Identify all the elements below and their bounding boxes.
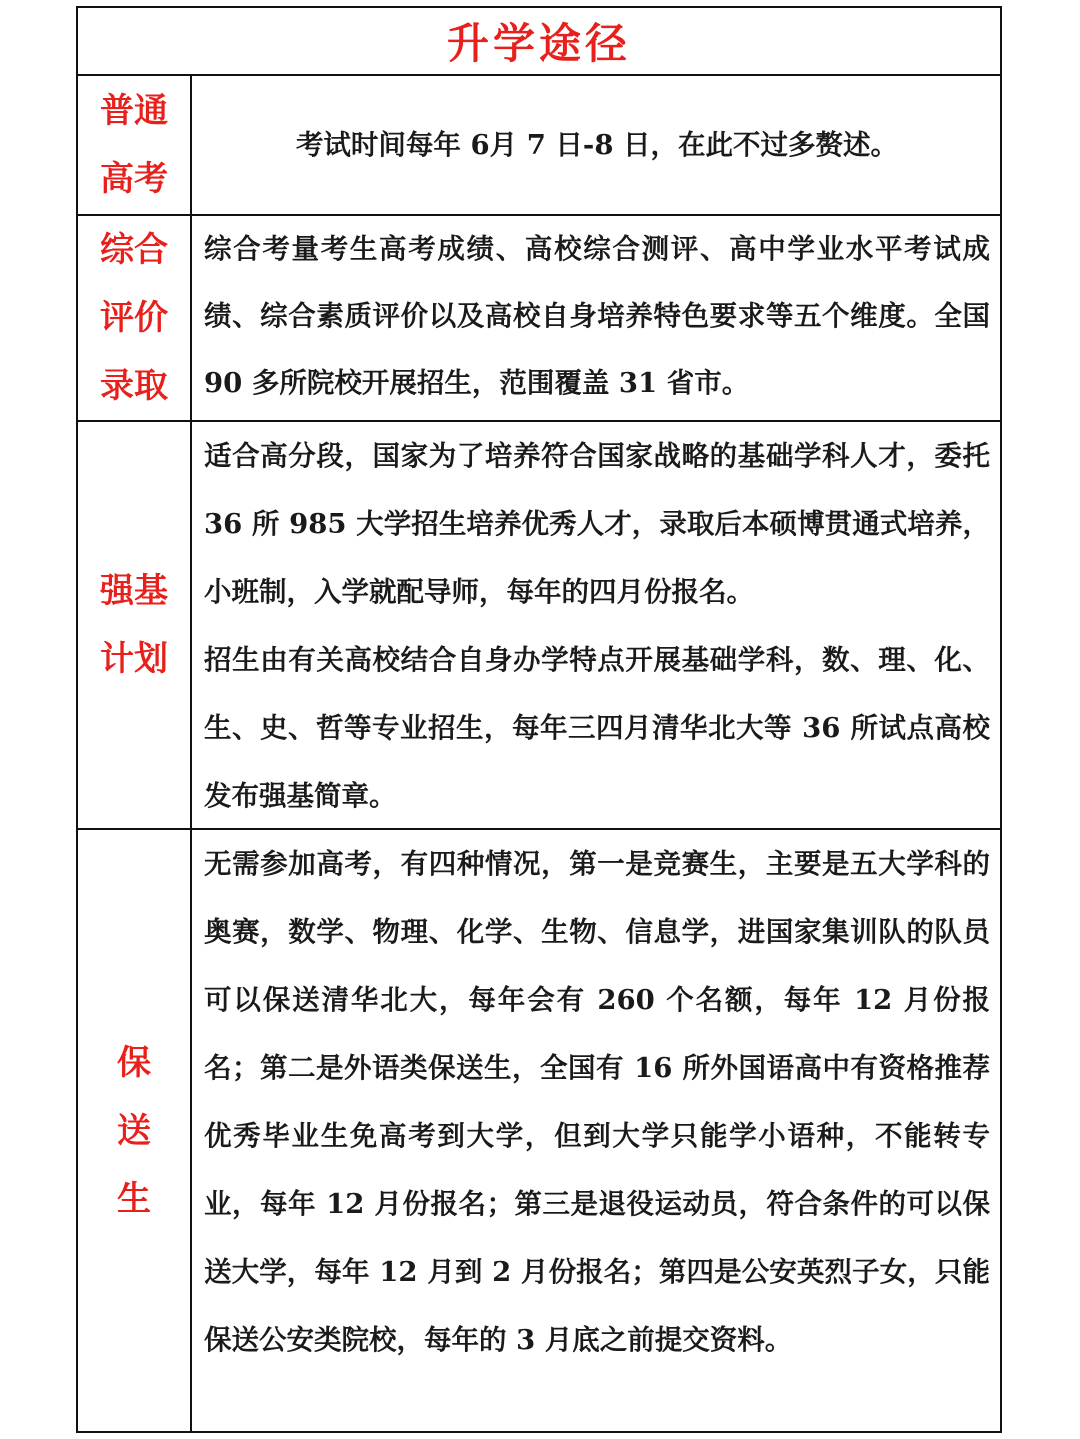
admission-paths-table — [76, 6, 1002, 1433]
table-title: 升学途径 — [446, 19, 631, 68]
row-content-cell — [192, 830, 1000, 1431]
row-label-comprehensive-evaluation: 综合评价录取 — [100, 230, 168, 406]
table-row-strong-foundation-plan — [78, 422, 1000, 830]
row-label-cell — [78, 216, 192, 420]
table-row-comprehensive-evaluation — [78, 216, 1000, 422]
row-label-cell — [78, 76, 192, 214]
row-label-regular-gaokao: 普通高考 — [100, 91, 168, 199]
row-label-cell — [78, 422, 192, 828]
row-label-cell — [78, 830, 192, 1431]
row-content-cell — [192, 422, 1000, 828]
row-content-cell — [192, 216, 1000, 420]
row-label-recommended-admission: 保送生 — [117, 1042, 151, 1219]
row-label-strong-foundation-plan: 强基计划 — [100, 571, 168, 679]
table-row-regular-gaokao — [78, 76, 1000, 216]
row-description: 综合考量考生高考成绩、高校综合测评、高中学业水平考试成绩、综合素质评价以及高校自身培养特色要求等五个维度。全国 90 多所院校开展招生，范围覆盖 31 省市。 — [204, 233, 990, 399]
row-description: 考试时间每年 6月 7 日-8 日，在此不过多赘述。 — [295, 129, 899, 161]
row-description: 招生由有关高校结合自身办学特点开展基础学科，数、理、化、生、史、哲等专业招生，每年三四月清华北大等 36 所试点高校发布强基简章。 — [204, 644, 990, 812]
row-description: 适合高分段，国家为了培养符合国家战略的基础学科人才，委托 36 所 985 大学招生培养优秀人才，录取后本硕博贯通式培养，小班制，入学就配导师，每年的四月份报名。 — [204, 440, 990, 608]
row-description: 无需参加高考，有四种情况，第一是竞赛生，主要是五大学科的奥赛，数学、物理、化学、生物、信息学，进国家集训队的队员可以保送清华北大，每年会有 260 个名额，每年 12 月份报名；第二是外语类保送生，全国有 16 所外国语高中有资格推荐优秀毕业生免高考到大学，但到大学只能学小语种，不能转专业，每年 12 月份报名；第三是退役运动员，符合条件的可以保送大学，每年 12 月到 2 月份报名；第四是公安英烈子女，只能保送公安类院校，每年的 3 月底之前提交资料。 — [204, 848, 990, 1356]
table-title-row — [78, 8, 1000, 76]
table-row-recommended-admission — [78, 830, 1000, 1431]
row-content-cell — [192, 76, 1000, 214]
